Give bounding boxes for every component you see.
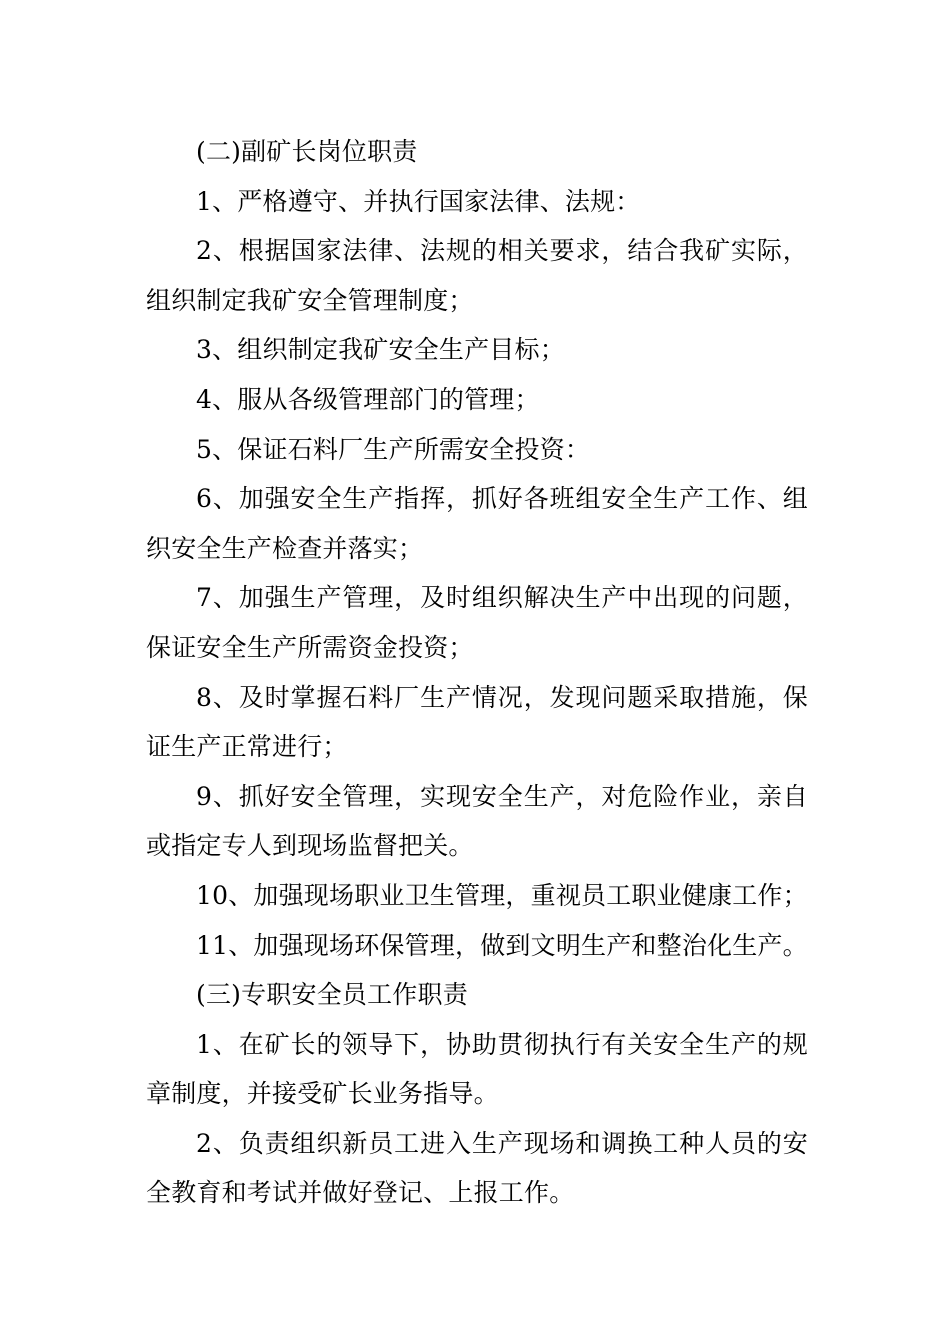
paragraph: 3、组织制定我矿安全生产目标； — [196, 335, 565, 365]
paragraph: 8、及时掌握石料厂生产情况，发现问题采取措施，保证生产正常进行； — [146, 682, 808, 762]
section-heading-safety-officer: (三)专职安全员工作职责 — [196, 980, 468, 1010]
paragraph: 9、抓好安全管理，实现安全生产，对危险作业，亲自或指定专人到现场监督把关。 — [146, 781, 808, 861]
paragraph: 7、加强生产管理，及时组织解决生产中出现的问题，保证安全生产所需资金投资； — [146, 583, 808, 662]
section-heading-deputy-mine-manager: (二)副矿长岗位职责 — [196, 137, 418, 166]
paragraph: 1、在矿长的领导下，协助贯彻执行有关安全生产的规章制度，并接受矿长业务指导。 — [146, 1029, 808, 1109]
paragraph: 10、加强现场职业卫生管理，重视员工职业健康工作； — [196, 880, 808, 910]
paragraph: 11、加强现场环保管理，做到文明生产和整治化生产。 — [196, 930, 808, 960]
paragraph: 6、加强安全生产指挥，抓好各班组安全生产工作、组织安全生产检查并落实； — [146, 484, 808, 563]
paragraph: 2、根据国家法律、法规的相关要求，结合我矿实际，组织制定我矿安全管理制度； — [146, 236, 808, 315]
document-body — [146, 127, 808, 1218]
paragraph: 5、保证石料厂生产所需安全投资： — [196, 434, 591, 464]
paragraph: 4、服从各级管理部门的管理； — [196, 384, 540, 414]
paragraph: 1、严格遵守、并执行国家法律、法规： — [196, 186, 641, 216]
paragraph: 2、负责组织新员工进入生产现场和调换工种人员的安全教育和考试并做好登记、上报工作。 — [146, 1128, 808, 1208]
